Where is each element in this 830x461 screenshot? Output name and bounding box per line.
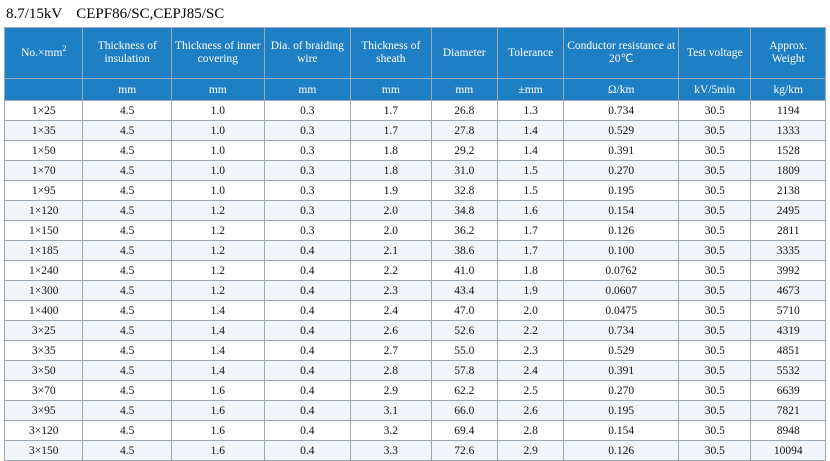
table-cell: 34.8 <box>431 201 497 221</box>
table-cell: 4.5 <box>83 361 172 381</box>
table-cell: 41.0 <box>431 261 497 281</box>
table-cell: 4.5 <box>83 141 172 161</box>
table-cell: 30.5 <box>679 301 751 321</box>
cell-size: 1×400 <box>5 301 83 321</box>
table-cell: 1.2 <box>172 221 265 241</box>
table-row <box>5 101 826 121</box>
table-cell: 0.0762 <box>564 261 679 281</box>
table-cell: 0.391 <box>564 141 679 161</box>
unit-braiding-wire-dia: mm <box>264 79 351 101</box>
table-cell: 30.5 <box>679 381 751 401</box>
table-cell: 4.5 <box>83 421 172 441</box>
table-cell: 1.7 <box>497 241 563 261</box>
table-cell: 1.8 <box>497 261 563 281</box>
table-cell: 55.0 <box>431 341 497 361</box>
table-cell: 1.9 <box>497 281 563 301</box>
cell-size: 1×120 <box>5 201 83 221</box>
table-cell: 3.2 <box>351 421 431 441</box>
table-cell: 0.734 <box>564 321 679 341</box>
table-cell: 1.0 <box>172 141 265 161</box>
table-cell: 2.3 <box>497 341 563 361</box>
table-cell: 0.734 <box>564 101 679 121</box>
table-row <box>5 241 826 261</box>
table-row <box>5 141 826 161</box>
table-cell: 2.9 <box>351 381 431 401</box>
table-cell: 2138 <box>751 181 826 201</box>
column-header-tolerance: Tolerance <box>497 28 563 79</box>
table-body <box>5 101 826 461</box>
table-cell: 1.4 <box>172 321 265 341</box>
table-cell: 2.9 <box>497 441 563 461</box>
table-row <box>5 261 826 281</box>
column-header-size <box>5 28 83 79</box>
cell-size: 1×70 <box>5 161 83 181</box>
table-cell: 4.5 <box>83 381 172 401</box>
table-cell: 1.0 <box>172 121 265 141</box>
unit-sheath-thickness: mm <box>351 79 431 101</box>
table-cell: 62.2 <box>431 381 497 401</box>
table-cell: 2.3 <box>351 281 431 301</box>
table-row <box>5 201 826 221</box>
table-cell: 1.4 <box>172 301 265 321</box>
table-cell: 4.5 <box>83 401 172 421</box>
cell-size: 3×150 <box>5 441 83 461</box>
table-cell: 0.270 <box>564 161 679 181</box>
table-cell: 1.8 <box>351 161 431 181</box>
table-cell: 0.3 <box>264 201 351 221</box>
table-cell: 4.5 <box>83 181 172 201</box>
table-cell: 3.1 <box>351 401 431 421</box>
unit-conductor-resistance: Ω/km <box>564 79 679 101</box>
column-header-braiding-wire-dia: Dia. of braiding wire <box>264 28 351 79</box>
table-cell: 0.4 <box>264 261 351 281</box>
table-cell: 4.5 <box>83 221 172 241</box>
column-header-size-label: No.×mm <box>21 46 63 59</box>
cell-size: 1×150 <box>5 221 83 241</box>
table-cell: 1809 <box>751 161 826 181</box>
table-cell: 30.5 <box>679 421 751 441</box>
table-cell: 30.5 <box>679 161 751 181</box>
unit-tolerance: ±mm <box>497 79 563 101</box>
cell-size: 3×35 <box>5 341 83 361</box>
table-cell: 30.5 <box>679 261 751 281</box>
table-cell: 4.5 <box>83 321 172 341</box>
table-cell: 0.4 <box>264 281 351 301</box>
table-cell: 0.3 <box>264 221 351 241</box>
table-cell: 38.6 <box>431 241 497 261</box>
table-row <box>5 361 826 381</box>
table-cell: 2.6 <box>351 321 431 341</box>
table-cell: 2.0 <box>351 221 431 241</box>
table-head <box>5 28 826 101</box>
table-cell: 1.0 <box>172 181 265 201</box>
table-cell: 30.5 <box>679 441 751 461</box>
table-cell: 2.8 <box>351 361 431 381</box>
table-cell: 1.0 <box>172 161 265 181</box>
table-cell: 0.3 <box>264 161 351 181</box>
table-cell: 4.5 <box>83 441 172 461</box>
cell-size: 1×25 <box>5 101 83 121</box>
table-cell: 30.5 <box>679 401 751 421</box>
table-cell: 1.5 <box>497 181 563 201</box>
table-row <box>5 341 826 361</box>
cell-size: 1×95 <box>5 181 83 201</box>
unit-inner-covering-thickness: mm <box>172 79 265 101</box>
table-cell: 47.0 <box>431 301 497 321</box>
table-cell: 1.7 <box>351 101 431 121</box>
table-cell: 0.154 <box>564 201 679 221</box>
table-cell: 0.195 <box>564 401 679 421</box>
table-cell: 26.8 <box>431 101 497 121</box>
column-header-test-voltage: Test voltage <box>679 28 751 79</box>
table-cell: 0.4 <box>264 321 351 341</box>
column-header-sheath-thickness: Thickness of sheath <box>351 28 431 79</box>
cell-size: 3×95 <box>5 401 83 421</box>
table-cell: 4.5 <box>83 261 172 281</box>
table-cell: 1.2 <box>172 201 265 221</box>
table-cell: 30.5 <box>679 181 751 201</box>
table-cell: 69.4 <box>431 421 497 441</box>
table-cell: 1.2 <box>172 241 265 261</box>
column-header-conductor-resistance: Conductor resistance at 20℃ <box>564 28 679 79</box>
cell-size: 1×240 <box>5 261 83 281</box>
table-cell: 30.5 <box>679 321 751 341</box>
unit-insulation-thickness: mm <box>83 79 172 101</box>
table-cell: 0.154 <box>564 421 679 441</box>
table-cell: 57.8 <box>431 361 497 381</box>
table-cell: 0.100 <box>564 241 679 261</box>
table-cell: 0.0607 <box>564 281 679 301</box>
table-cell: 0.126 <box>564 221 679 241</box>
table-cell: 0.4 <box>264 381 351 401</box>
table-cell: 2.4 <box>497 361 563 381</box>
table-cell: 6639 <box>751 381 826 401</box>
table-cell: 0.4 <box>264 241 351 261</box>
table-cell: 1.4 <box>497 121 563 141</box>
table-cell: 1.6 <box>497 201 563 221</box>
table-cell: 30.5 <box>679 101 751 121</box>
page-title <box>4 2 826 27</box>
table-cell: 0.391 <box>564 361 679 381</box>
table-cell: 4.5 <box>83 301 172 321</box>
table-cell: 0.4 <box>264 361 351 381</box>
table-cell: 30.5 <box>679 121 751 141</box>
table-cell: 30.5 <box>679 241 751 261</box>
table-cell: 2.0 <box>497 301 563 321</box>
table-row <box>5 221 826 241</box>
table-cell: 7821 <box>751 401 826 421</box>
table-cell: 5710 <box>751 301 826 321</box>
table-cell: 0.0475 <box>564 301 679 321</box>
table-cell: 1.8 <box>351 141 431 161</box>
table-cell: 4673 <box>751 281 826 301</box>
column-header-diameter: Diameter <box>431 28 497 79</box>
table-row <box>5 381 826 401</box>
column-header-insulation-thickness: Thickness of insulation <box>83 28 172 79</box>
table-cell: 66.0 <box>431 401 497 421</box>
table-cell: 1.2 <box>172 281 265 301</box>
table-cell: 30.5 <box>679 201 751 221</box>
table-cell: 30.5 <box>679 281 751 301</box>
table-cell: 4.5 <box>83 161 172 181</box>
table-cell: 1.4 <box>172 361 265 381</box>
table-row <box>5 161 826 181</box>
header-row <box>5 28 826 79</box>
unit-test-voltage: kV/5min <box>679 79 751 101</box>
table-cell: 4.5 <box>83 201 172 221</box>
cell-size: 1×35 <box>5 121 83 141</box>
table-cell: 3992 <box>751 261 826 281</box>
table-row <box>5 441 826 461</box>
table-cell: 0.195 <box>564 181 679 201</box>
table-cell: 5532 <box>751 361 826 381</box>
table-cell: 2.2 <box>497 321 563 341</box>
title-models: CEPF86/SC,CEPJ85/SC <box>76 6 225 22</box>
table-cell: 3.3 <box>351 441 431 461</box>
cell-size: 1×300 <box>5 281 83 301</box>
table-cell: 4319 <box>751 321 826 341</box>
cable-specification-table <box>4 27 826 461</box>
table-cell: 2811 <box>751 221 826 241</box>
table-cell: 0.4 <box>264 441 351 461</box>
cell-size: 1×50 <box>5 141 83 161</box>
table-cell: 0.4 <box>264 421 351 441</box>
table-cell: 1.7 <box>497 221 563 241</box>
cell-size: 3×120 <box>5 421 83 441</box>
table-cell: 29.2 <box>431 141 497 161</box>
cell-size: 1×185 <box>5 241 83 261</box>
table-cell: 1.4 <box>497 141 563 161</box>
table-cell: 27.8 <box>431 121 497 141</box>
table-cell: 30.5 <box>679 361 751 381</box>
table-cell: 4.5 <box>83 241 172 261</box>
table-cell: 30.5 <box>679 141 751 161</box>
table-cell: 1.0 <box>172 101 265 121</box>
table-cell: 2.5 <box>497 381 563 401</box>
table-cell: 1.3 <box>497 101 563 121</box>
column-header-size-superscript: 2 <box>62 43 67 53</box>
table-row <box>5 181 826 201</box>
table-cell: 10094 <box>751 441 826 461</box>
table-cell: 4.5 <box>83 341 172 361</box>
table-cell: 8948 <box>751 421 826 441</box>
column-header-approx-weight: Approx. Weight <box>751 28 826 79</box>
cell-size: 3×70 <box>5 381 83 401</box>
table-cell: 36.2 <box>431 221 497 241</box>
table-cell: 4851 <box>751 341 826 361</box>
table-cell: 4.5 <box>83 101 172 121</box>
table-row <box>5 301 826 321</box>
title-voltage: 8.7/15kV <box>6 6 63 22</box>
table-cell: 0.270 <box>564 381 679 401</box>
table-cell: 43.4 <box>431 281 497 301</box>
table-cell: 0.4 <box>264 341 351 361</box>
table-row <box>5 421 826 441</box>
table-cell: 1333 <box>751 121 826 141</box>
table-cell: 2.1 <box>351 241 431 261</box>
cell-size: 3×50 <box>5 361 83 381</box>
table-cell: 2.2 <box>351 261 431 281</box>
table-cell: 0.3 <box>264 141 351 161</box>
table-cell: 1.5 <box>497 161 563 181</box>
table-cell: 0.3 <box>264 121 351 141</box>
table-cell: 1.2 <box>172 261 265 281</box>
table-row <box>5 121 826 141</box>
table-cell: 1528 <box>751 141 826 161</box>
table-cell: 0.126 <box>564 441 679 461</box>
table-cell: 2.6 <box>497 401 563 421</box>
table-cell: 1194 <box>751 101 826 121</box>
table-cell: 4.5 <box>83 281 172 301</box>
table-cell: 0.529 <box>564 121 679 141</box>
table-cell: 1.9 <box>351 181 431 201</box>
table-cell: 1.6 <box>172 401 265 421</box>
table-cell: 0.3 <box>264 101 351 121</box>
table-cell: 1.6 <box>172 421 265 441</box>
table-cell: 0.3 <box>264 181 351 201</box>
unit-size <box>5 79 83 101</box>
table-cell: 1.6 <box>172 441 265 461</box>
table-cell: 2.8 <box>497 421 563 441</box>
table-cell: 2495 <box>751 201 826 221</box>
table-row <box>5 321 826 341</box>
table-cell: 2.7 <box>351 341 431 361</box>
unit-row <box>5 79 826 101</box>
table-cell: 0.4 <box>264 301 351 321</box>
table-cell: 1.7 <box>351 121 431 141</box>
table-cell: 4.5 <box>83 121 172 141</box>
table-cell: 3335 <box>751 241 826 261</box>
table-cell: 72.6 <box>431 441 497 461</box>
unit-approx-weight: kg/km <box>751 79 826 101</box>
table-cell: 32.8 <box>431 181 497 201</box>
table-cell: 30.5 <box>679 221 751 241</box>
table-cell: 1.4 <box>172 341 265 361</box>
table-cell: 0.529 <box>564 341 679 361</box>
table-cell: 31.0 <box>431 161 497 181</box>
table-cell: 52.6 <box>431 321 497 341</box>
table-cell: 2.4 <box>351 301 431 321</box>
table-cell: 30.5 <box>679 341 751 361</box>
table-cell: 2.0 <box>351 201 431 221</box>
table-cell: 1.6 <box>172 381 265 401</box>
table-row <box>5 281 826 301</box>
cell-size: 3×25 <box>5 321 83 341</box>
table-cell: 0.4 <box>264 401 351 421</box>
unit-diameter: mm <box>431 79 497 101</box>
column-header-inner-covering-thickness: Thickness of inner covering <box>172 28 265 79</box>
